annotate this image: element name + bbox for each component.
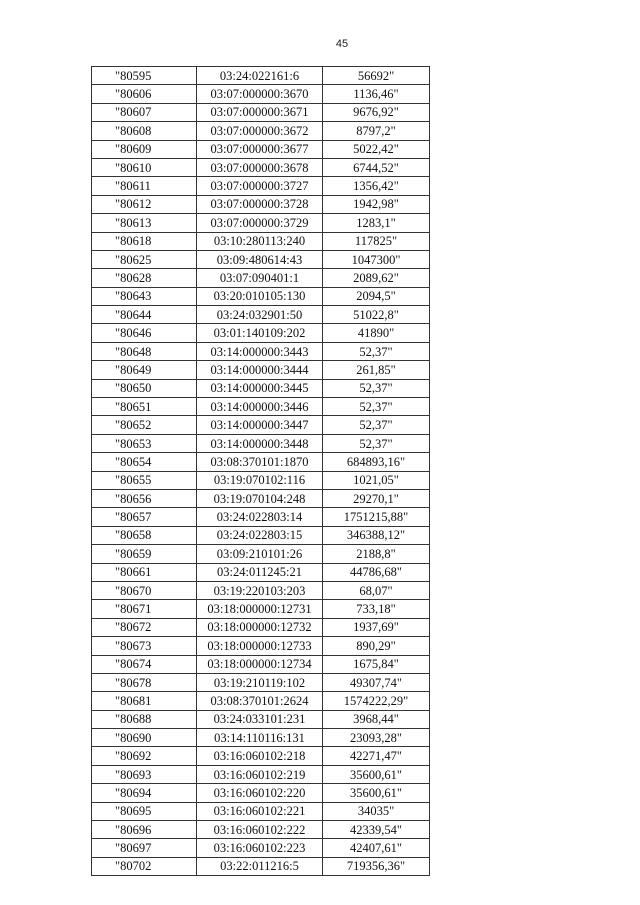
table-row [92,269,430,287]
table-row [92,361,430,379]
value-cell: 1136,46" [323,85,430,103]
value-cell: 1283,1" [323,214,430,232]
value-cell: 42339,54" [323,821,430,839]
cadastral-number-cell: 03:07:000000:3677 [197,140,323,158]
table-row [92,287,430,305]
value-cell: 52,37" [323,398,430,416]
cadastral-number-cell: 03:24:022803:14 [197,508,323,526]
cadastral-number-cell: 03:18:000000:12734 [197,655,323,673]
cadastral-number-cell: 03:19:070102:116 [197,471,323,489]
cadastral-number-cell: 03:09:210101:26 [197,545,323,563]
table-row [92,342,430,360]
record-id-cell: "80695 [92,802,197,820]
record-id-cell: "80655 [92,471,197,489]
record-id-cell: "80653 [92,434,197,452]
record-id-cell: "80625 [92,250,197,268]
value-cell: 1675,84" [323,655,430,673]
table-row [92,250,430,268]
cadastral-number-cell: 03:07:000000:3727 [197,177,323,195]
table-row [92,839,430,857]
page-number: 45 [335,38,349,50]
cadastral-number-cell: 03:14:000000:3446 [197,398,323,416]
record-id-cell: "80628 [92,269,197,287]
value-cell: 42407,61" [323,839,430,857]
value-cell: 8797,2" [323,122,430,140]
record-id-cell: "80694 [92,784,197,802]
cadastral-number-cell: 03:24:032901:50 [197,306,323,324]
data-table [91,66,430,876]
value-cell: 9676,92" [323,103,430,121]
record-id-cell: "80661 [92,563,197,581]
cadastral-number-cell: 03:16:060102:219 [197,765,323,783]
record-id-cell: "80657 [92,508,197,526]
value-cell: 1021,05" [323,471,430,489]
table-row [92,434,430,452]
value-cell: 52,37" [323,416,430,434]
cadastral-number-cell: 03:10:280113:240 [197,232,323,250]
record-id-cell: "80595 [92,67,197,85]
record-id-cell: "80607 [92,103,197,121]
record-id-cell: "80646 [92,324,197,342]
record-id-cell: "80696 [92,821,197,839]
cadastral-number-cell: 03:16:060102:218 [197,747,323,765]
cadastral-number-cell: 03:24:022803:15 [197,526,323,544]
record-id-cell: "80681 [92,692,197,710]
value-cell: 35600,61" [323,784,430,802]
value-cell: 68,07" [323,581,430,599]
value-cell: 684893,16" [323,453,430,471]
cadastral-number-cell: 03:18:000000:12731 [197,600,323,618]
record-id-cell: "80690 [92,729,197,747]
table-row [92,526,430,544]
cadastral-number-cell: 03:19:210119:102 [197,673,323,691]
table-row [92,232,430,250]
value-cell: 34035" [323,802,430,820]
value-cell: 719356,36" [323,857,430,875]
cadastral-number-cell: 03:08:370101:1870 [197,453,323,471]
value-cell: 5022,42" [323,140,430,158]
cadastral-number-cell: 03:14:000000:3444 [197,361,323,379]
table-row [92,765,430,783]
value-cell: 52,37" [323,342,430,360]
table-row [92,398,430,416]
record-id-cell: "80672 [92,618,197,636]
value-cell: 2188,8" [323,545,430,563]
value-cell: 52,37" [323,434,430,452]
cadastral-number-cell: 03:19:070104:248 [197,489,323,507]
value-cell: 44786,68" [323,563,430,581]
record-id-cell: "80610 [92,158,197,176]
value-cell: 49307,74" [323,673,430,691]
table-body [92,67,430,876]
table-row [92,545,430,563]
value-cell: 52,37" [323,379,430,397]
table-row [92,747,430,765]
record-id-cell: "80609 [92,140,197,158]
value-cell: 2094,5" [323,287,430,305]
value-cell: 2089,62" [323,269,430,287]
record-id-cell: "80659 [92,545,197,563]
cadastral-number-cell: 03:09:480614:43 [197,250,323,268]
record-id-cell: "80693 [92,765,197,783]
value-cell: 51022,8" [323,306,430,324]
table-row [92,379,430,397]
cadastral-number-cell: 03:07:090401:1 [197,269,323,287]
table-row [92,140,430,158]
record-id-cell: "80618 [92,232,197,250]
record-id-cell: "80702 [92,857,197,875]
table-row [92,122,430,140]
value-cell: 23093,28" [323,729,430,747]
record-id-cell: "80688 [92,710,197,728]
record-id-cell: "80612 [92,195,197,213]
value-cell: 35600,61" [323,765,430,783]
cadastral-number-cell: 03:19:220103:203 [197,581,323,599]
table-row [92,637,430,655]
cadastral-number-cell: 03:07:000000:3728 [197,195,323,213]
value-cell: 56692" [323,67,430,85]
cadastral-number-cell: 03:16:060102:221 [197,802,323,820]
table-row [92,195,430,213]
record-id-cell: "80652 [92,416,197,434]
record-id-cell: "80674 [92,655,197,673]
record-id-cell: "80606 [92,85,197,103]
table-row [92,784,430,802]
table-row [92,857,430,875]
cadastral-number-cell: 03:08:370101:2624 [197,692,323,710]
table-row [92,673,430,691]
table-row [92,508,430,526]
record-id-cell: "80697 [92,839,197,857]
cadastral-number-cell: 03:18:000000:12732 [197,618,323,636]
record-id-cell: "80658 [92,526,197,544]
table-row [92,821,430,839]
cadastral-number-cell: 03:14:000000:3448 [197,434,323,452]
cadastral-number-cell: 03:16:060102:220 [197,784,323,802]
table-row [92,453,430,471]
cadastral-number-cell: 03:24:033101:231 [197,710,323,728]
value-cell: 1356,42" [323,177,430,195]
value-cell: 42271,47" [323,747,430,765]
cadastral-number-cell: 03:24:022161:6 [197,67,323,85]
table-row [92,324,430,342]
table-row [92,710,430,728]
value-cell: 117825" [323,232,430,250]
value-cell: 41890" [323,324,430,342]
value-cell: 1574222,29" [323,692,430,710]
table-row [92,306,430,324]
record-id-cell: "80656 [92,489,197,507]
cadastral-number-cell: 03:14:110116:131 [197,729,323,747]
record-id-cell: "80613 [92,214,197,232]
table-row [92,600,430,618]
table-row [92,655,430,673]
record-id-cell: "80611 [92,177,197,195]
table-row [92,581,430,599]
cadastral-number-cell: 03:20:010105:130 [197,287,323,305]
cadastral-number-cell: 03:07:000000:3672 [197,122,323,140]
table-row [92,471,430,489]
record-id-cell: "80608 [92,122,197,140]
record-id-cell: "80671 [92,600,197,618]
record-id-cell: "80692 [92,747,197,765]
value-cell: 1937,69" [323,618,430,636]
table-row [92,729,430,747]
record-id-cell: "80649 [92,361,197,379]
table-row [92,158,430,176]
value-cell: 890,29" [323,637,430,655]
cadastral-number-cell: 03:22:011216:5 [197,857,323,875]
record-id-cell: "80651 [92,398,197,416]
cadastral-number-cell: 03:01:140109:202 [197,324,323,342]
value-cell: 261,85" [323,361,430,379]
cadastral-number-cell: 03:07:000000:3729 [197,214,323,232]
record-id-cell: "80670 [92,581,197,599]
record-id-cell: "80673 [92,637,197,655]
value-cell: 1942,98" [323,195,430,213]
record-id-cell: "80678 [92,673,197,691]
table-row [92,563,430,581]
table-row [92,177,430,195]
table-row [92,802,430,820]
cadastral-number-cell: 03:07:000000:3671 [197,103,323,121]
value-cell: 346388,12" [323,526,430,544]
table-row [92,214,430,232]
cadastral-number-cell: 03:16:060102:223 [197,839,323,857]
cadastral-number-cell: 03:16:060102:222 [197,821,323,839]
record-id-cell: "80644 [92,306,197,324]
table-row [92,416,430,434]
table-row [92,618,430,636]
table-row [92,692,430,710]
cadastral-number-cell: 03:07:000000:3670 [197,85,323,103]
record-id-cell: "80648 [92,342,197,360]
cadastral-number-cell: 03:18:000000:12733 [197,637,323,655]
cadastral-number-cell: 03:14:000000:3447 [197,416,323,434]
cadastral-number-cell: 03:07:000000:3678 [197,158,323,176]
record-id-cell: "80643 [92,287,197,305]
value-cell: 1751215,88" [323,508,430,526]
value-cell: 29270,1" [323,489,430,507]
value-cell: 6744,52" [323,158,430,176]
table-row [92,67,430,85]
record-id-cell: "80650 [92,379,197,397]
cadastral-number-cell: 03:14:000000:3445 [197,379,323,397]
value-cell: 733,18" [323,600,430,618]
table-row [92,489,430,507]
value-cell: 3968,44" [323,710,430,728]
value-cell: 1047300" [323,250,430,268]
cadastral-number-cell: 03:14:000000:3443 [197,342,323,360]
record-id-cell: "80654 [92,453,197,471]
table-row [92,103,430,121]
table-row [92,85,430,103]
cadastral-number-cell: 03:24:011245:21 [197,563,323,581]
